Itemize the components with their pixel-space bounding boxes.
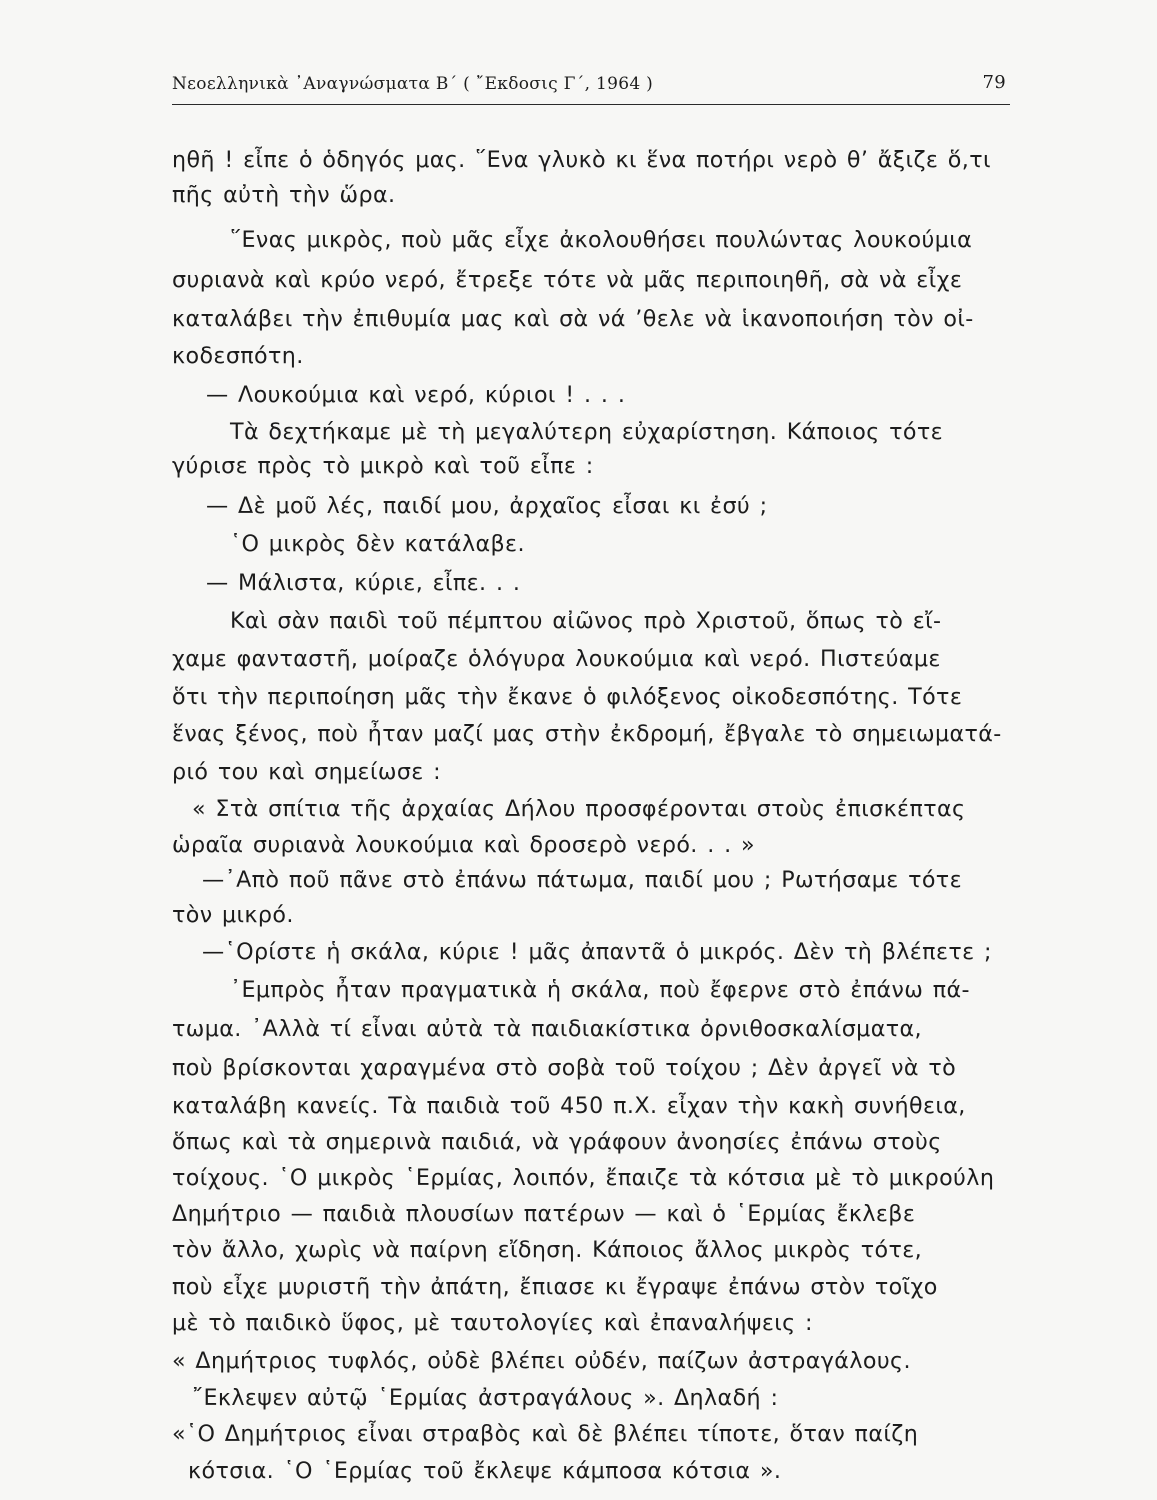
text-line: τὸν μικρό. bbox=[172, 902, 294, 928]
text-line: ηθῆ ! εἶπε ὁ ὁδηγός μας. ῞Ενα γλυκὸ κι ἕνα ποτήρι νερὸ θ’ ἄξιζε ὅ,τι bbox=[172, 147, 991, 173]
text-line: τωμα. ᾿Αλλὰ τί εἶναι αὐτὰ τὰ παιδιακίστικα ὀρνιθοσκαλίσματα, bbox=[172, 1016, 922, 1042]
header-rule bbox=[172, 104, 1010, 105]
text-line: Δημήτριο — παιδιὰ πλουσίων πατέρων — καὶ ὁ ῾Ερμίας ἔκλεβε bbox=[172, 1201, 916, 1227]
text-line: ὅτι τὴν περιποίηση μᾶς τὴν ἔκανε ὁ φιλόξενος οἰκοδεσπότης. Τότε bbox=[172, 684, 963, 710]
text-line: — Λουκούμια καὶ νερό, κύριοι ! . . . bbox=[206, 382, 626, 408]
text-line: «῾Ο Δημήτριος εἶναι στραβὸς καὶ δὲ βλέπει τίποτε, ὅταν παίζη bbox=[172, 1421, 919, 1447]
text-line: —῾Ορίστε ἡ σκάλα, κύριε ! μᾶς ἀπαντᾶ ὁ μικρός. Δὲν τὴ βλέπετε ; bbox=[202, 939, 992, 965]
text-line: ποὺ εἶχε μυριστῆ τὴν ἀπάτη, ἔπιασε κι ἔγραψε ἐπάνω στὸν τοῖχο bbox=[172, 1274, 938, 1300]
text-line: συριανὰ καὶ κρύο νερό, ἔτρεξε τότε νὰ μᾶς περιποιηθῆ, σὰ νὰ εἶχε bbox=[172, 267, 963, 293]
text-line: ῾Ο μικρὸς δὲν κατάλαβε. bbox=[230, 531, 525, 557]
text-line: καταλάβει τὴν ἐπιθυμία μας καὶ σὰ νά ’θελε νὰ ἱκανοποιήση τὸν οἰ- bbox=[172, 306, 974, 332]
text-line: — Μάλιστα, κύριε, εἶπε. . . bbox=[206, 570, 521, 596]
text-line: ᾿Εμπρὸς ἦταν πραγματικὰ ἡ σκάλα, ποὺ ἔφερνε στὸ ἐπάνω πά- bbox=[230, 977, 970, 1003]
text-line: τοίχους. ῾Ο μικρὸς ῾Ερμίας, λοιπόν, ἔπαιζε τὰ κότσια μὲ τὸ μικρούλη bbox=[172, 1165, 995, 1191]
text-line: ὡραῖα συριανὰ λουκούμια καὶ δροσερὸ νερό. . . » bbox=[172, 832, 755, 858]
text-line: κότσια. ῾Ο ῾Ερμίας τοῦ ἔκλεψε κάμποσα κότσια ». bbox=[188, 1458, 782, 1484]
text-line: τὸν ἄλλο, χωρὶς νὰ παίρνη εἴδηση. Κάποιος ἄλλος μικρὸς τότε, bbox=[172, 1237, 923, 1263]
text-line: « Στὰ σπίτια τῆς ἀρχαίας Δήλου προσφέρονται στοὺς ἐπισκέπτας bbox=[192, 796, 966, 822]
text-line: κοδεσπότη. bbox=[172, 343, 304, 369]
text-line: — Δὲ μοῦ λές, παιδί μου, ἀρχαῖος εἶσαι κι ἐσύ ; bbox=[206, 493, 768, 519]
text-line: ποὺ βρίσκονται χαραγμένα στὸ σοβὰ τοῦ τοίχου ; Δὲν ἀργεῖ νὰ τὸ bbox=[172, 1055, 957, 1081]
text-line: ριό του καὶ σημείωσε : bbox=[172, 759, 442, 785]
text-line: « Δημήτριος τυφλός, οὐδὲ βλέπει οὐδέν, παίζων ἀστραγάλους. bbox=[172, 1348, 911, 1374]
text-line: πῆς αὐτὴ τὴν ὥρα. bbox=[172, 182, 396, 208]
text-line: ὅπως καὶ τὰ σημερινὰ παιδιά, νὰ γράφουν ἀνοησίες ἐπάνω στοὺς bbox=[172, 1129, 942, 1155]
text-line: γύρισε πρὸς τὸ μικρὸ καὶ τοῦ εἶπε : bbox=[172, 453, 594, 479]
text-line: καταλάβη κανείς. Τὰ παιδιὰ τοῦ 450 π.Χ. εἶχαν τὴν κακὴ συνήθεια, bbox=[172, 1093, 966, 1119]
page-number: 79 bbox=[982, 72, 1006, 93]
text-line: ῞Ενας μικρὸς, ποὺ μᾶς εἶχε ἀκολουθήσει πουλώντας λουκούμια bbox=[230, 227, 973, 253]
text-line: ἕνας ξένος, ποὺ ἦταν μαζί μας στὴν ἐκδρομή, ἔβγαλε τὸ σημειωματά- bbox=[172, 721, 1002, 747]
text-line: Καὶ σὰν παιδὶ τοῦ πέμπτου αἰῶνος πρὸ Χριστοῦ, ὅπως τὸ εἴ- bbox=[230, 608, 942, 634]
running-head bbox=[172, 74, 1010, 100]
text-line: Τὰ δεχτήκαμε μὲ τὴ μεγαλύτερη εὐχαρίστηση. Κάποιος τότε bbox=[230, 419, 944, 445]
text-line: ῎Εκλεψεν αὐτῷ ῾Ερμίας ἀστραγάλους ». Δηλαδή : bbox=[192, 1385, 779, 1411]
running-head-title: Νεοελληνικὰ ᾿Αναγνώσματα Β΄ ( ῎Εκδοσις Γ΄, 1964 ) bbox=[172, 74, 654, 94]
text-line: χαμε φανταστῆ, μοίραζε ὁλόγυρα λουκούμια καὶ νερό. Πιστεύαμε bbox=[172, 646, 941, 672]
text-line: —᾿Απὸ ποῦ πᾶνε στὸ ἐπάνω πάτωμα, παιδί μου ; Ρωτήσαμε τότε bbox=[202, 867, 962, 893]
text-line: μὲ τὸ παιδικὸ ὕφος, μὲ ταυτολογίες καὶ ἐπαναλήψεις : bbox=[172, 1310, 813, 1336]
